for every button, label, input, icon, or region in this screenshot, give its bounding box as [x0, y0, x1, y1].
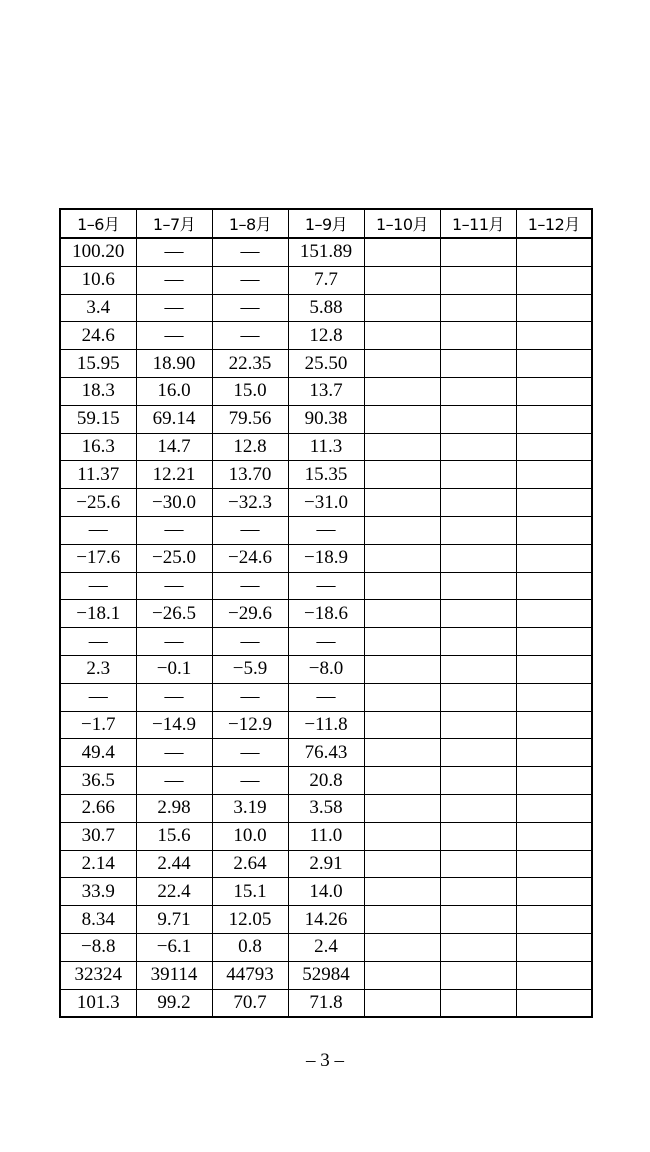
table-cell: 101.3: [60, 989, 136, 1017]
table-cell: 15.0: [212, 377, 288, 405]
table-cell: [364, 711, 440, 739]
table-cell: 39114: [136, 961, 212, 989]
table-cell: [440, 655, 516, 683]
table-cell: 2.14: [60, 850, 136, 878]
table-cell: —: [60, 683, 136, 711]
table-cell: 14.0: [288, 878, 364, 906]
table-cell: 20.8: [288, 767, 364, 795]
table-cell: [364, 822, 440, 850]
table-cell: −18.6: [288, 600, 364, 628]
table-cell: 3.58: [288, 794, 364, 822]
table-cell: [364, 544, 440, 572]
table-cell: 25.50: [288, 350, 364, 378]
table-cell: 2.64: [212, 850, 288, 878]
table-row: [60, 878, 592, 906]
table-cell: —: [136, 628, 212, 656]
table-row: [60, 322, 592, 350]
table-cell: [516, 600, 592, 628]
table-cell: 100.20: [60, 238, 136, 266]
table-cell: [440, 711, 516, 739]
table-row: [60, 600, 592, 628]
table-cell: [440, 572, 516, 600]
table-cell: [440, 461, 516, 489]
table-cell: [440, 433, 516, 461]
table-cell: 59.15: [60, 405, 136, 433]
table-cell: −11.8: [288, 711, 364, 739]
table-cell: [440, 238, 516, 266]
table-cell: 15.1: [212, 878, 288, 906]
column-header: 1–8月: [212, 209, 288, 238]
table-cell: 44793: [212, 961, 288, 989]
table-cell: [364, 322, 440, 350]
table-cell: [516, 461, 592, 489]
table-row: [60, 961, 592, 989]
table-cell: [516, 961, 592, 989]
header-row: [60, 209, 592, 238]
page-number: – 3 –: [306, 1050, 344, 1071]
table-cell: [440, 405, 516, 433]
table-cell: [364, 600, 440, 628]
table-cell: 12.21: [136, 461, 212, 489]
table-cell: —: [136, 767, 212, 795]
table-cell: [440, 906, 516, 934]
table-cell: —: [60, 572, 136, 600]
table-cell: −0.1: [136, 655, 212, 683]
table-row: [60, 683, 592, 711]
table-cell: 30.7: [60, 822, 136, 850]
table-cell: [516, 405, 592, 433]
table-cell: 12.05: [212, 906, 288, 934]
table-row: [60, 294, 592, 322]
table-cell: [516, 489, 592, 517]
table-row: [60, 461, 592, 489]
table-row: [60, 544, 592, 572]
table-cell: 16.0: [136, 377, 212, 405]
table-cell: —: [136, 266, 212, 294]
table-cell: 12.8: [288, 322, 364, 350]
table-cell: 76.43: [288, 739, 364, 767]
table-row: [60, 906, 592, 934]
table-row: [60, 516, 592, 544]
table-cell: −25.6: [60, 489, 136, 517]
table-cell: 32324: [60, 961, 136, 989]
table-cell: [364, 739, 440, 767]
table-cell: [516, 711, 592, 739]
table-cell: −5.9: [212, 655, 288, 683]
table-cell: 14.7: [136, 433, 212, 461]
data-table: [59, 208, 593, 1018]
table-cell: −29.6: [212, 600, 288, 628]
table-cell: 71.8: [288, 989, 364, 1017]
table-cell: [516, 322, 592, 350]
table-cell: [516, 767, 592, 795]
table-cell: —: [136, 238, 212, 266]
table-cell: —: [136, 683, 212, 711]
table-cell: —: [136, 322, 212, 350]
table-cell: [516, 544, 592, 572]
table-cell: [516, 628, 592, 656]
table-cell: 69.14: [136, 405, 212, 433]
table-cell: 2.44: [136, 850, 212, 878]
table-cell: [440, 822, 516, 850]
table-cell: [364, 377, 440, 405]
table-cell: [440, 767, 516, 795]
table-cell: —: [212, 516, 288, 544]
table-cell: 24.6: [60, 322, 136, 350]
table-cell: [440, 322, 516, 350]
table-cell: 14.26: [288, 906, 364, 934]
table-cell: −6.1: [136, 933, 212, 961]
table-cell: [516, 822, 592, 850]
table-cell: —: [136, 572, 212, 600]
table-cell: [364, 433, 440, 461]
table-cell: 10.6: [60, 266, 136, 294]
table-cell: —: [212, 683, 288, 711]
table-row: [60, 572, 592, 600]
table-cell: −17.6: [60, 544, 136, 572]
table-cell: 33.9: [60, 878, 136, 906]
table-cell: —: [60, 628, 136, 656]
table-cell: 13.70: [212, 461, 288, 489]
table-cell: −32.3: [212, 489, 288, 517]
table-cell: 22.4: [136, 878, 212, 906]
table-cell: [516, 989, 592, 1017]
table-cell: [440, 850, 516, 878]
table-cell: 79.56: [212, 405, 288, 433]
table-cell: 99.2: [136, 989, 212, 1017]
table-cell: −25.0: [136, 544, 212, 572]
table-cell: 2.3: [60, 655, 136, 683]
table-cell: [440, 600, 516, 628]
table-cell: —: [136, 516, 212, 544]
table-row: [60, 822, 592, 850]
table-cell: [516, 906, 592, 934]
column-header: 1–10月: [364, 209, 440, 238]
table-cell: [516, 266, 592, 294]
table-cell: [364, 933, 440, 961]
table-cell: [516, 739, 592, 767]
column-header: 1–9月: [288, 209, 364, 238]
table-cell: [364, 516, 440, 544]
table-cell: [440, 266, 516, 294]
table-cell: 11.0: [288, 822, 364, 850]
table-cell: −26.5: [136, 600, 212, 628]
table-cell: 36.5: [60, 767, 136, 795]
table-cell: [364, 294, 440, 322]
table-cell: 70.7: [212, 989, 288, 1017]
table-cell: 15.35: [288, 461, 364, 489]
column-header: 1–12月: [516, 209, 592, 238]
table-cell: 49.4: [60, 739, 136, 767]
table-cell: 3.19: [212, 794, 288, 822]
table-cell: [440, 544, 516, 572]
table-cell: [516, 878, 592, 906]
table-cell: [364, 878, 440, 906]
table-cell: 2.4: [288, 933, 364, 961]
table-cell: 22.35: [212, 350, 288, 378]
table-cell: 10.0: [212, 822, 288, 850]
table-cell: 2.98: [136, 794, 212, 822]
table-cell: [364, 461, 440, 489]
table-cell: 16.3: [60, 433, 136, 461]
table-cell: 5.88: [288, 294, 364, 322]
table-cell: [516, 683, 592, 711]
table-row: [60, 433, 592, 461]
table-cell: [440, 961, 516, 989]
table-cell: 13.7: [288, 377, 364, 405]
table-cell: 11.37: [60, 461, 136, 489]
column-header: 1–6月: [60, 209, 136, 238]
table-row: [60, 794, 592, 822]
table-row: [60, 405, 592, 433]
table-cell: [364, 961, 440, 989]
table-cell: [440, 739, 516, 767]
table-cell: [440, 794, 516, 822]
table-cell: −18.9: [288, 544, 364, 572]
table-row: [60, 850, 592, 878]
table-cell: 0.8: [212, 933, 288, 961]
table-cell: −1.7: [60, 711, 136, 739]
table-cell: [364, 794, 440, 822]
table-cell: [364, 767, 440, 795]
table-cell: [516, 794, 592, 822]
table-cell: [440, 377, 516, 405]
table-cell: [516, 516, 592, 544]
table-cell: —: [136, 294, 212, 322]
table-cell: 18.90: [136, 350, 212, 378]
table-cell: 7.7: [288, 266, 364, 294]
table-cell: [440, 683, 516, 711]
table-cell: —: [288, 628, 364, 656]
table-cell: [440, 933, 516, 961]
table-row: [60, 655, 592, 683]
table-row: [60, 266, 592, 294]
table-cell: 90.38: [288, 405, 364, 433]
table-cell: [516, 294, 592, 322]
table-cell: —: [288, 683, 364, 711]
table-cell: 12.8: [212, 433, 288, 461]
table-row: [60, 739, 592, 767]
table-cell: 9.71: [136, 906, 212, 934]
table-cell: −30.0: [136, 489, 212, 517]
table-body: [60, 238, 592, 1017]
table-row: [60, 628, 592, 656]
table-cell: —: [288, 572, 364, 600]
table-cell: —: [212, 238, 288, 266]
column-header: 1–7月: [136, 209, 212, 238]
table-row: [60, 989, 592, 1017]
table-cell: [440, 628, 516, 656]
column-header: 1–11月: [440, 209, 516, 238]
table-row: [60, 489, 592, 517]
table-cell: 3.4: [60, 294, 136, 322]
table-cell: [364, 683, 440, 711]
table-cell: [364, 572, 440, 600]
table-cell: [364, 266, 440, 294]
table-cell: [364, 238, 440, 266]
table-cell: −31.0: [288, 489, 364, 517]
table-cell: [364, 850, 440, 878]
table-cell: 15.95: [60, 350, 136, 378]
table-cell: −18.1: [60, 600, 136, 628]
table-cell: [440, 489, 516, 517]
table-cell: 8.34: [60, 906, 136, 934]
table-cell: [364, 489, 440, 517]
table-cell: [440, 294, 516, 322]
table-cell: [440, 350, 516, 378]
table-cell: [364, 628, 440, 656]
table-cell: [516, 655, 592, 683]
table-cell: [364, 350, 440, 378]
table-row: [60, 933, 592, 961]
table-row: [60, 377, 592, 405]
table-cell: 15.6: [136, 822, 212, 850]
table-cell: −12.9: [212, 711, 288, 739]
table-cell: —: [212, 572, 288, 600]
table-row: [60, 238, 592, 266]
table-cell: [516, 572, 592, 600]
table-cell: —: [212, 294, 288, 322]
table-cell: —: [212, 266, 288, 294]
table-cell: [440, 989, 516, 1017]
table-cell: −8.8: [60, 933, 136, 961]
table-cell: [364, 655, 440, 683]
table-cell: —: [136, 739, 212, 767]
table-cell: −8.0: [288, 655, 364, 683]
table-cell: [516, 377, 592, 405]
table-cell: [516, 238, 592, 266]
table-cell: −14.9: [136, 711, 212, 739]
table-cell: [440, 516, 516, 544]
table-cell: 2.66: [60, 794, 136, 822]
table-cell: [440, 878, 516, 906]
table-cell: [516, 850, 592, 878]
table-cell: —: [60, 516, 136, 544]
table-cell: —: [212, 628, 288, 656]
table-row: [60, 767, 592, 795]
table-cell: 52984: [288, 961, 364, 989]
table-cell: [364, 405, 440, 433]
table-cell: —: [212, 739, 288, 767]
table-cell: [516, 350, 592, 378]
table-cell: [516, 933, 592, 961]
table-cell: [364, 906, 440, 934]
table-row: [60, 711, 592, 739]
table-row: [60, 350, 592, 378]
table-cell: —: [212, 767, 288, 795]
table-cell: [364, 989, 440, 1017]
table-cell: 151.89: [288, 238, 364, 266]
table-cell: —: [212, 322, 288, 350]
table-cell: 2.91: [288, 850, 364, 878]
table-header: [60, 209, 592, 238]
table-cell: −24.6: [212, 544, 288, 572]
table-cell: 11.3: [288, 433, 364, 461]
table-cell: 18.3: [60, 377, 136, 405]
table-cell: [516, 433, 592, 461]
table-cell: —: [288, 516, 364, 544]
